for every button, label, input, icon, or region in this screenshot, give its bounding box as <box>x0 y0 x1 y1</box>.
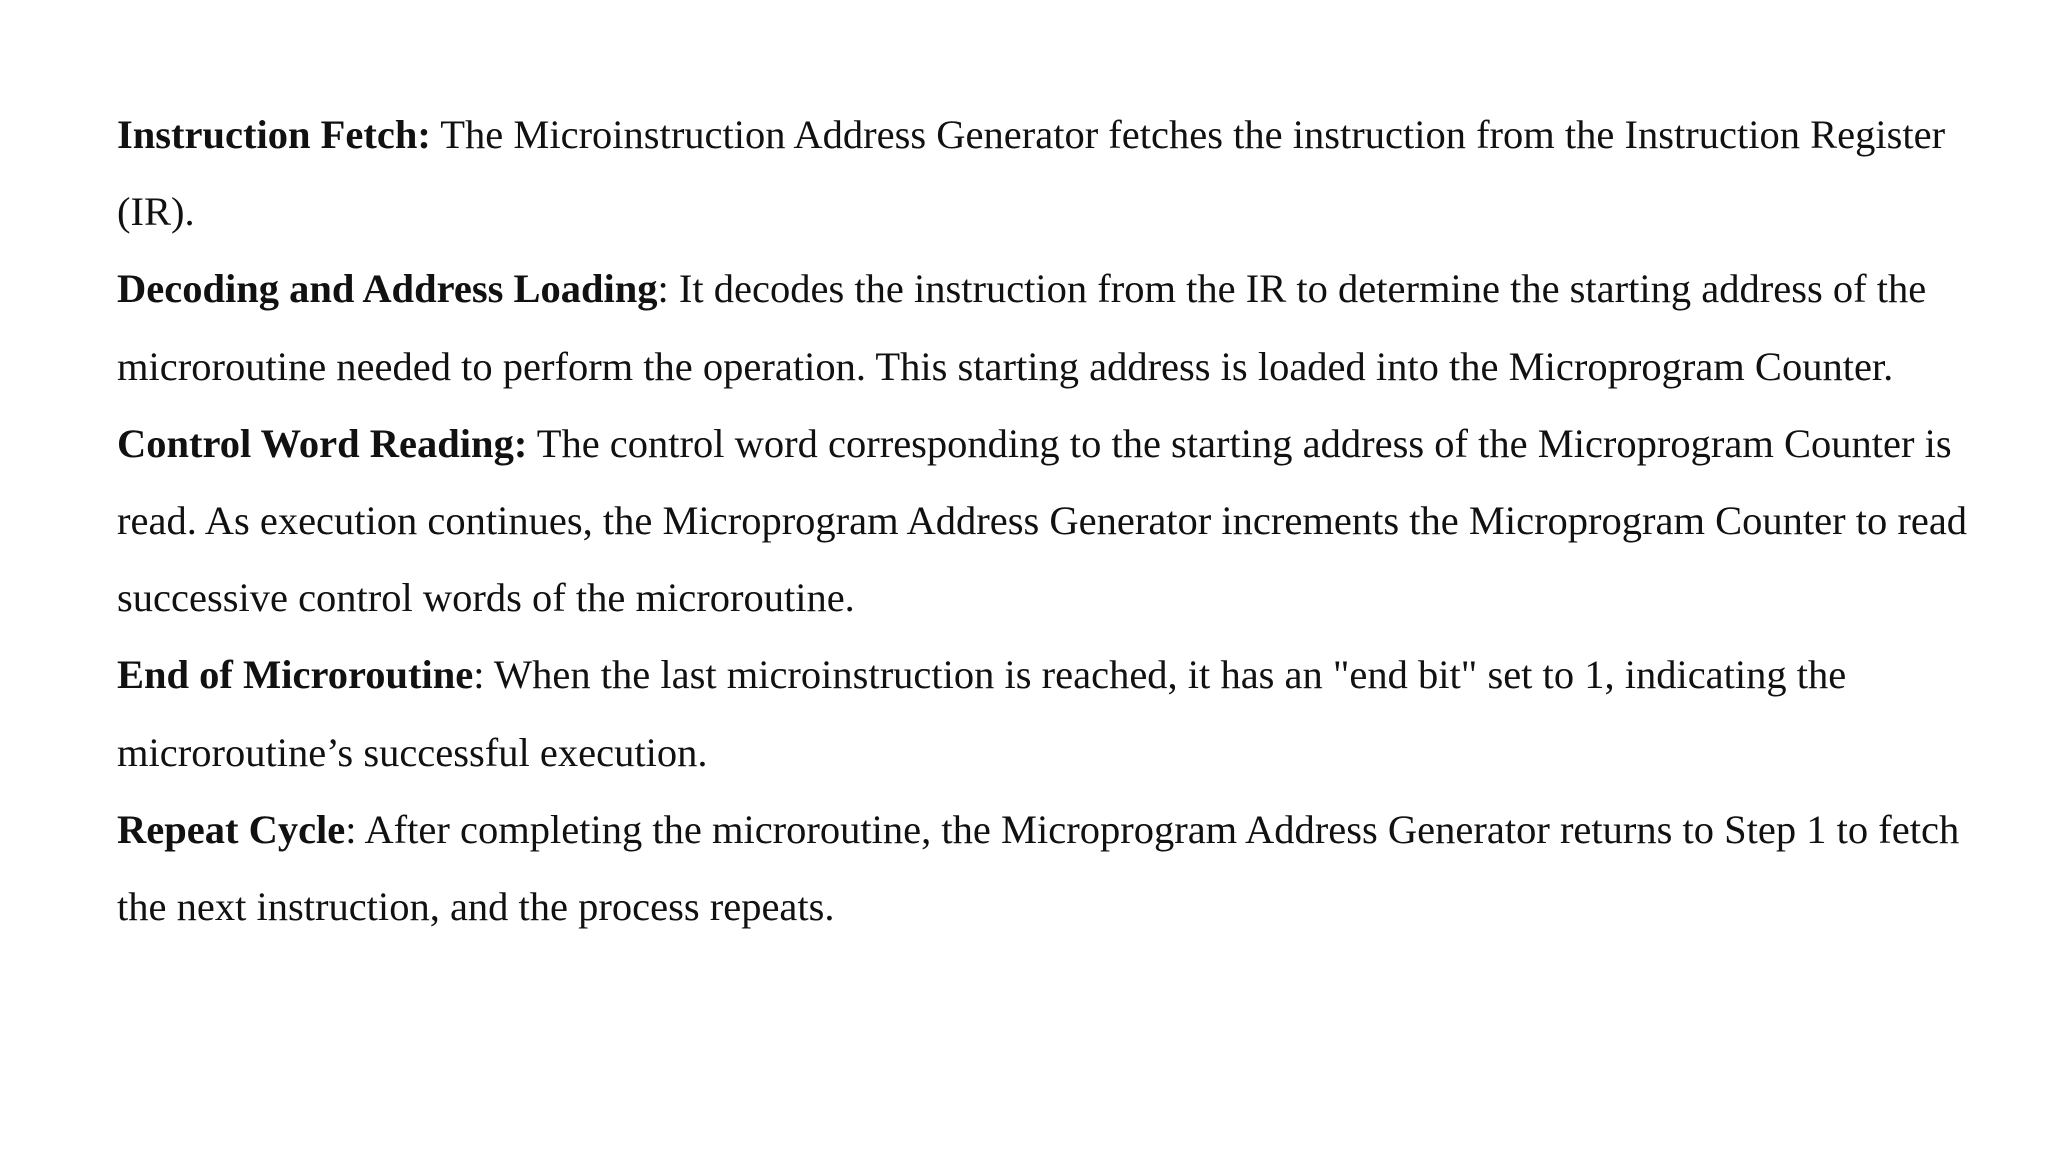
paragraph-decoding-address-loading <box>117 250 1997 404</box>
paragraph-instruction-fetch <box>117 96 1997 250</box>
term-control-word-reading: Control Word Reading: <box>117 420 528 466</box>
term-repeat-cycle: Repeat Cycle <box>117 806 346 852</box>
paragraph-end-of-microroutine <box>117 636 1997 790</box>
text-repeat-cycle: : After completing the microroutine, the Microprogram Address Generator returns to Step 1 to fetch the next instruction, and the process repeats. <box>117 806 1960 930</box>
text-control-word-reading: The control word corresponding to the starting address of the Microprogram Counter is read. As execution continues, the Microprogram Address Generator increments the Microprogram Counter to read successive control words of the microroutine. <box>117 420 1968 621</box>
term-decoding-address-loading: Decoding and Address Loading <box>117 266 658 312</box>
paragraph-repeat-cycle <box>117 791 1997 945</box>
paragraph-control-word-reading <box>117 405 1997 637</box>
term-instruction-fetch: Instruction Fetch: <box>117 112 431 157</box>
document-body <box>117 96 1997 945</box>
text-end-of-microroutine: : When the last microinstruction is reached, it has an "end bit" set to 1, indicating the microroutine’s successful execution. <box>117 652 1847 775</box>
term-end-of-microroutine: End of Microroutine <box>117 652 474 698</box>
text-instruction-fetch: The Microinstruction Address Generator fetches the instruction from the Instruction Register (IR). <box>117 112 1946 235</box>
text-decoding-address-loading: : It decodes the instruction from the IR to determine the starting address of the microroutine needed to perform the operation. This starting address is loaded into the Microprogram Counter. <box>117 266 1927 389</box>
